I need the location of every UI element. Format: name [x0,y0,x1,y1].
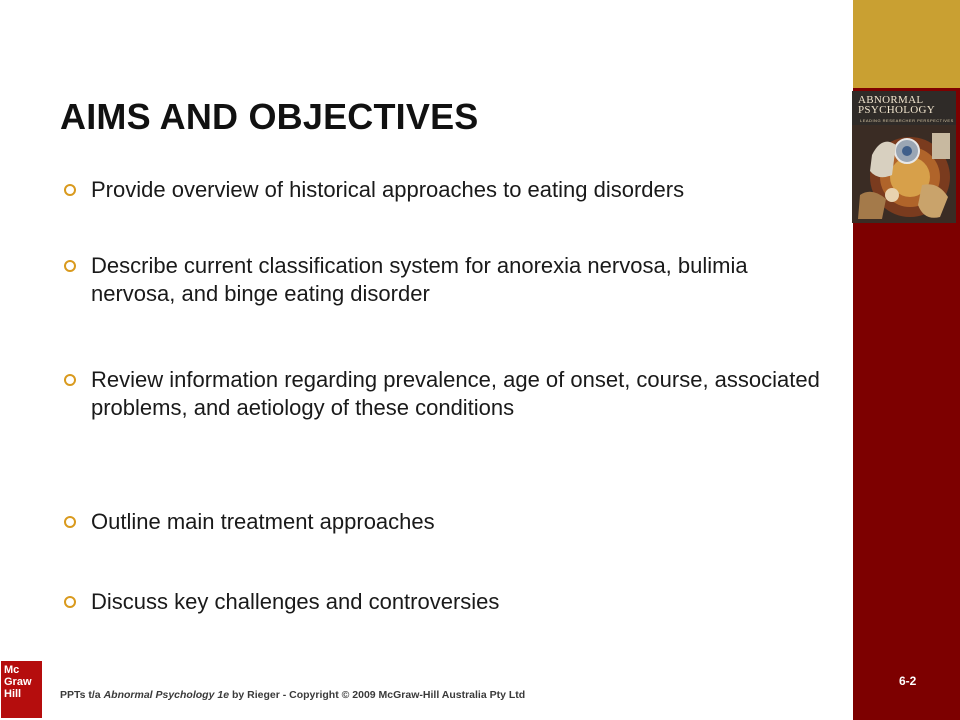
mcgraw-hill-logo [1,661,42,718]
list-item [64,252,824,308]
ring-bullet-icon [64,374,76,386]
slide-title: AIMS AND OBJECTIVES [60,96,479,137]
footer-suffix: by Rieger - Copyright © 2009 McGraw-Hill Australia Pty Ltd [229,689,526,701]
book-cover-title [858,95,954,115]
book-cover-artwork [852,125,956,223]
footer-prefix: PPTs t/a [60,689,104,701]
list-item [64,588,824,616]
ring-bullet-icon [64,596,76,608]
book-cover-title-line2: PSYCHOLOGY [858,104,935,116]
logo-line1: Mc [4,664,20,676]
list-item-text: Outline main treatment approaches [91,509,435,534]
ring-bullet-icon [64,516,76,528]
list-item [64,366,824,422]
list-item-text: Review information regarding prevalence, age of onset, course, associated problems, and aetiology of these conditions [91,367,820,420]
list-item-text: Describe current classification system for anorexia nervosa, bulimia nervosa, and binge eating disorder [91,253,748,306]
logo-line2: Graw [4,676,32,688]
ring-bullet-icon [64,260,76,272]
list-item [64,176,824,204]
ring-bullet-icon [64,184,76,196]
book-cover-subtitle: LEADING RESEARCHER PERSPECTIVES [860,118,954,123]
book-cover-image [852,91,956,223]
page-number: 6-2 [899,674,917,688]
sidebar-gold-band [853,0,960,88]
footer-book-title: Abnormal Psychology 1e [103,689,230,701]
logo-line3: Hill [4,688,22,700]
list-item-text: Provide overview of historical approaches to eating disorders [91,177,685,202]
list-item-text: Discuss key challenges and controversies [91,589,500,614]
list-item [64,508,824,536]
copyright-footer [60,689,525,701]
book-cover-title-line1: ABNORMAL [858,94,924,106]
